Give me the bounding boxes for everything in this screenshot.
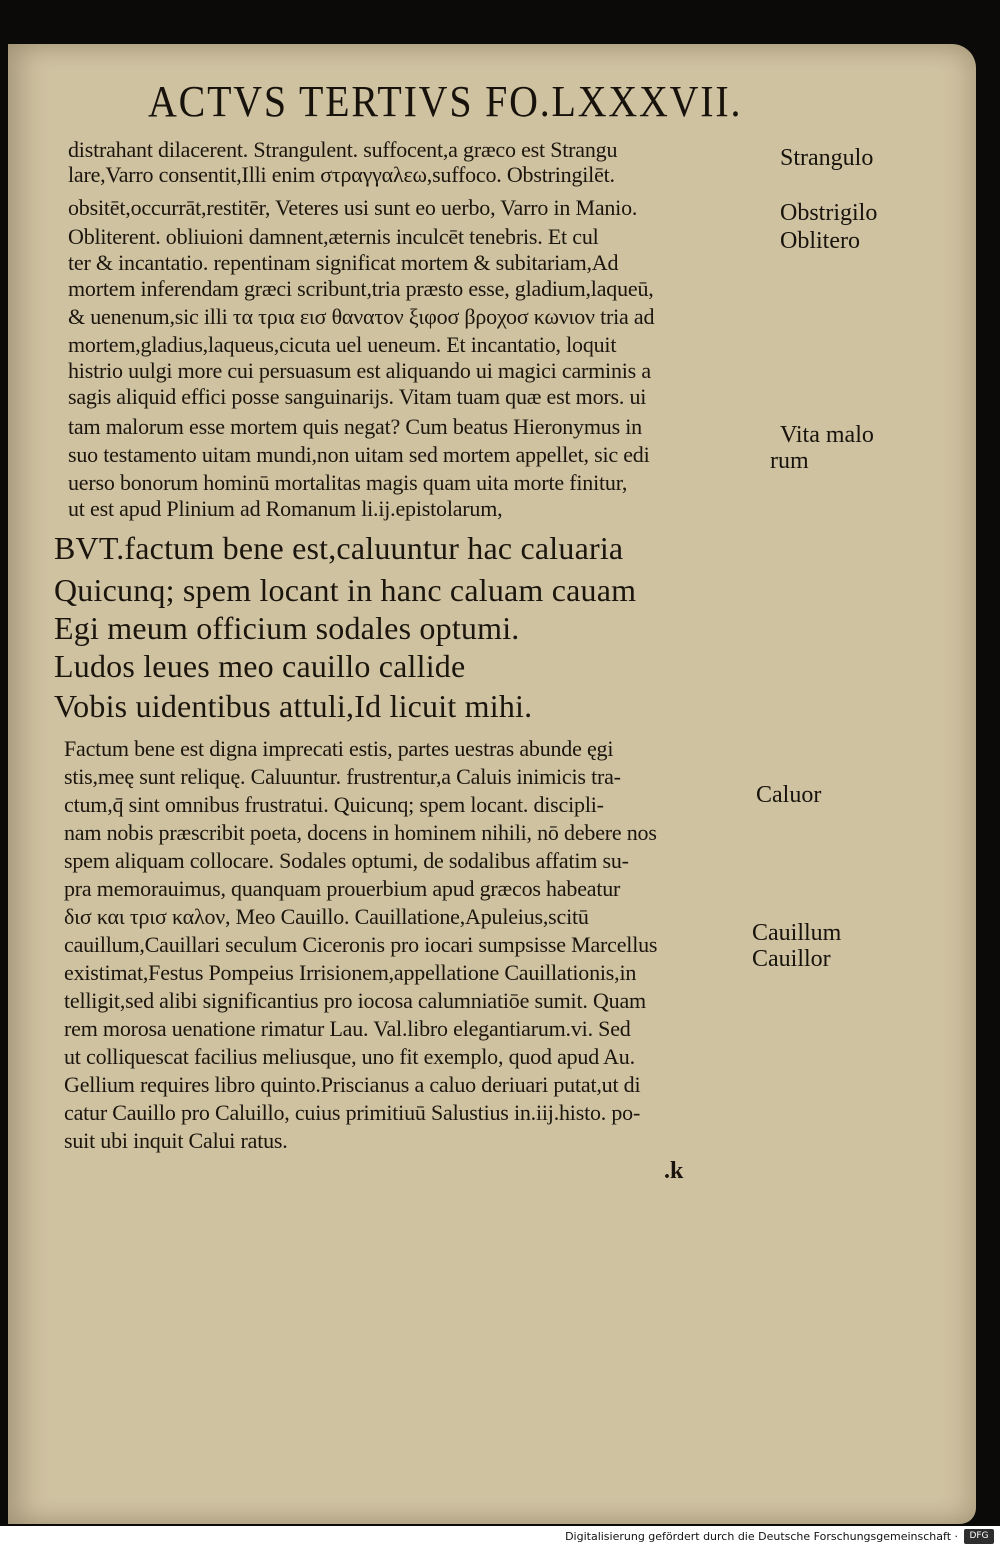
- commentary-line: uerso bonorum hominū mortalitas magis quam uita morte finitur,: [68, 470, 628, 495]
- verse-line: Quicunq; spem locant in hanc caluam cauam: [54, 572, 637, 608]
- verse-line: BVT.factum bene est,caluuntur hac caluaria: [54, 530, 624, 566]
- commentary-line: Obliterent. obliuioni damnent,æternis inculcēt tenebris. Et cul: [68, 224, 599, 249]
- margin-note: Cauillor: [752, 946, 831, 972]
- commentary-line: & uenenum,sic illi τα τρια εισ θανατον ξιφοσ βροχοσ κωνιον tria ad: [68, 304, 655, 329]
- commentary-line: histrio uulgi more cui persuasum est aliquando ui magici carminis a: [68, 358, 651, 383]
- commentary-line: pra memorauimus, quanquam prouerbium apud græcos habeatur: [64, 876, 621, 901]
- margin-note: Vita malo: [780, 422, 874, 448]
- commentary-line: ut colliquescat facilius meliusque, uno fit exemplo, quod apud Au.: [64, 1044, 635, 1069]
- dfg-logo-icon: DFG: [964, 1529, 994, 1544]
- commentary-line: catur Cauillo pro Caluillo, cuius primitiuū Salustius in.iij.histo. po-: [64, 1100, 641, 1125]
- commentary-line: ter & incantatio. repentinam significat mortem & subitariam,Ad: [68, 250, 619, 275]
- commentary-line: ctum,q̄ sint omnibus frustratui. Quicunq; spem locant. discipli-: [64, 792, 604, 817]
- commentary-line: tam malorum esse mortem quis negat? Cum beatus Hieronymus in: [68, 414, 642, 439]
- verse-line: Ludos leues meo cauillo callide: [54, 648, 466, 684]
- margin-note: Strangulo: [780, 145, 874, 171]
- footer-bar: [0, 1526, 1000, 1548]
- margin-note: rum: [770, 448, 809, 474]
- commentary-line: rem morosa uenatione rimatur Lau. Val.libro elegantiarum.vi. Sed: [64, 1016, 631, 1041]
- commentary-line: lare,Varro consentit,Illi enim στραγγαλεω,suffoco. Obstringilēt.: [68, 162, 615, 187]
- commentary-line: cauillum,Cauillari seculum Ciceronis pro iocari sumpsisse Marcellus: [64, 932, 658, 957]
- commentary-line: mortem inferendam græci scribunt,tria præsto esse, gladium,laqueū,: [68, 276, 654, 301]
- commentary-line: nam nobis præscribit poeta, docens in hominem nihili, nō debere nos: [64, 820, 657, 845]
- commentary-line: obsitēt,occurrāt,restitēr, Veteres usi sunt eo uerbo, Varro in Manio.: [68, 195, 638, 220]
- commentary-line: ut est apud Plinium ad Romanum li.ij.epistolarum,: [68, 496, 503, 521]
- commentary-line: Gellium requires libro quinto.Priscianus a caluo deriuari putat,ut di: [64, 1072, 641, 1097]
- commentary-line: existimat,Festus Pompeius Irrisionem,appellatione Cauillationis,in: [64, 960, 637, 985]
- verse-line: Vobis uidentibus attuli,Id licuit mihi.: [54, 688, 533, 724]
- commentary-line: Factum bene est digna imprecati estis, partes uestras abunde ęgi: [64, 736, 614, 761]
- commentary-line: mortem,gladius,laqueus,cicuta uel ueneum. Et incantatio, loquit: [68, 332, 617, 357]
- commentary-line: spem aliquam collocare. Sodales optumi, de sodalibus affatim su-: [64, 848, 629, 873]
- commentary-line: sagis aliquid effici posse sanguinarijs. Vitam tuam quæ est mors. ui: [68, 384, 647, 409]
- funding-credit: Digitalisierung gefördert durch die Deutsche Forschungsgemeinschaft ·: [565, 1530, 958, 1543]
- commentary-line: suit ubi inquit Calui ratus.: [64, 1128, 288, 1153]
- commentary-line: stis,meę sunt reliquę. Caluuntur. frustrentur,a Caluis inimicis tra-: [64, 764, 621, 789]
- running-head: ACTVS TERTIVS FO.LXXXVII.: [148, 77, 743, 126]
- commentary-line: telligit,sed alibi significantius pro iocosa calumniatiōe sumit. Quam: [64, 988, 646, 1013]
- commentary-line: suo testamento uitam mundi,non uitam sed mortem appellet, sic edi: [68, 442, 650, 467]
- commentary-line: δισ και τρισ καλον, Meo Cauillo. Cauillatione,Apuleius,scitū: [64, 904, 589, 929]
- margin-note: Caluor: [756, 782, 822, 808]
- margin-note: Oblitero: [780, 228, 860, 254]
- margin-note: Obstrigilo: [780, 200, 878, 226]
- verse-line: Egi meum officium sodales optumi.: [54, 610, 520, 646]
- signature-mark: .k: [664, 1158, 684, 1184]
- margin-note: Cauillum: [752, 920, 842, 946]
- commentary-line: distrahant dilacerent. Strangulent. suffocent,a græco est Strangu: [68, 137, 618, 162]
